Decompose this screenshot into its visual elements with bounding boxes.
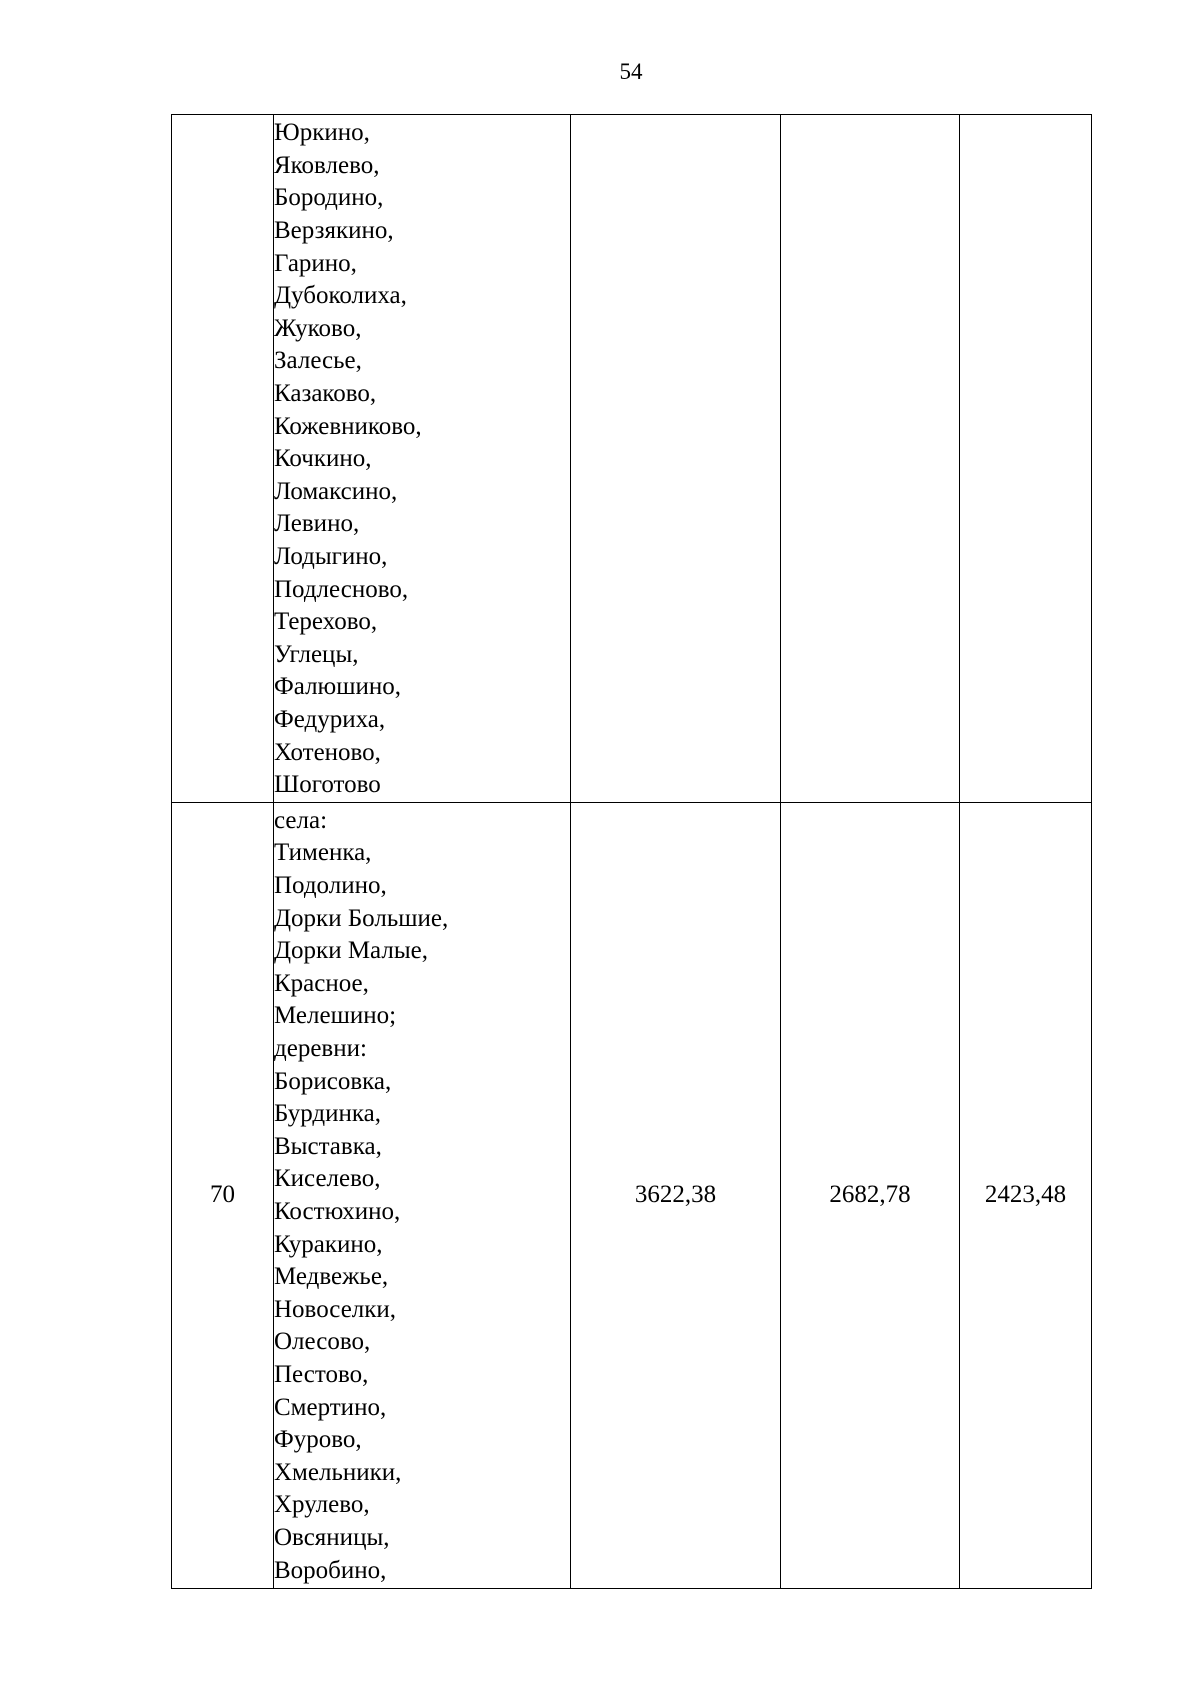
settlement-name: Борисовка, — [274, 1067, 392, 1095]
settlement-name: Кожевниково, — [274, 412, 422, 440]
settlement-name: Смертино, — [274, 1393, 387, 1421]
settlement-list — [274, 804, 570, 1587]
value-cell-2: 2682,78 — [781, 803, 960, 1589]
settlement-name: Гарино, — [274, 249, 357, 277]
settlement-name: Медвежье, — [274, 1263, 389, 1291]
settlement-name: деревни: — [274, 1035, 367, 1063]
tariff-table — [171, 114, 1092, 1589]
settlement-name: Дорки Большие, — [274, 904, 449, 932]
settlement-name: Воробино, — [274, 1556, 387, 1584]
settlement-name: Костюхино, — [274, 1198, 401, 1225]
page-number: 54 — [619, 59, 643, 84]
value-cell-2 — [781, 115, 960, 803]
table-row — [172, 115, 1092, 803]
settlement-name: Казаково, — [274, 380, 377, 408]
settlement-name: Бородино, — [274, 184, 384, 212]
settlement-name: Подолино, — [274, 872, 387, 900]
settlement-name: Овсяницы, — [274, 1523, 390, 1551]
settlement-name: Фурово, — [274, 1426, 362, 1454]
settlement-name: Верзякино, — [274, 217, 394, 245]
settlement-name: Левино, — [274, 510, 360, 538]
settlement-name: Шоготово — [274, 771, 381, 799]
settlement-name: Киселево, — [274, 1165, 381, 1193]
settlement-name: Федуриха, — [274, 705, 386, 733]
settlement-name: Дубоколиха, — [274, 282, 407, 310]
settlement-name: Ломаксино, — [274, 477, 398, 505]
settlement-name: Куракино, — [274, 1230, 383, 1258]
settlement-name: Жуково, — [274, 314, 362, 342]
settlement-name: Олесово, — [274, 1328, 371, 1356]
settlement-name: Яковлево, — [274, 151, 380, 179]
value-cell-1: 3622,38 — [571, 803, 781, 1589]
settlement-name: села: — [274, 806, 328, 834]
settlement-name: Новоселки, — [274, 1295, 397, 1323]
settlement-name: Лодыгино, — [274, 542, 388, 570]
settlements-cell — [274, 803, 571, 1589]
settlement-name: Залесье, — [274, 347, 362, 375]
value-cell-3 — [960, 115, 1092, 803]
settlement-name: Бурдинка, — [274, 1100, 381, 1128]
settlement-name: Юркино, — [274, 119, 370, 147]
settlement-name: Углецы, — [274, 640, 359, 668]
settlement-name: Дорки Малые, — [274, 937, 428, 965]
settlement-name: Выставка, — [274, 1132, 382, 1160]
row-number-cell — [172, 115, 274, 803]
settlement-name: Тименка, — [274, 839, 372, 867]
value-cell-1 — [571, 115, 781, 803]
settlement-name: Мелешино; — [274, 1002, 397, 1030]
settlement-list — [274, 115, 570, 801]
row-number-cell: 70 — [172, 803, 274, 1589]
settlement-name: Пестово, — [274, 1360, 369, 1388]
table-row — [172, 803, 1092, 1589]
settlement-name: Подлесново, — [274, 575, 409, 603]
settlement-name: Фалюшино, — [274, 673, 401, 701]
settlement-name: Кочкино, — [274, 445, 372, 473]
settlements-cell — [274, 115, 571, 803]
settlement-name: Красное, — [274, 969, 369, 997]
settlement-name: Хрулево, — [274, 1491, 370, 1519]
settlement-name: Терехово, — [274, 608, 378, 636]
settlement-name: Хмельники, — [274, 1458, 402, 1486]
value-cell-3: 2423,48 — [960, 803, 1092, 1589]
settlement-name: Хотеново, — [274, 738, 381, 766]
